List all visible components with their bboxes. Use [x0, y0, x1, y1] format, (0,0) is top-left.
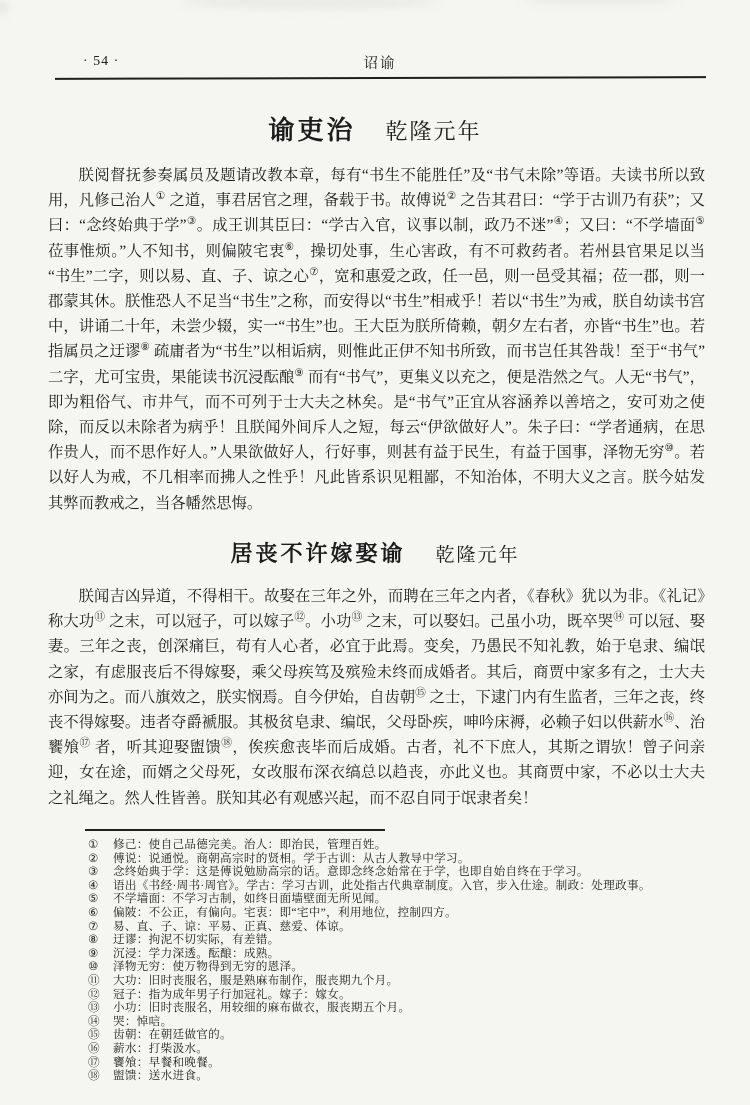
- section-title: 谕吏治: [268, 116, 356, 145]
- footnote-text: 修己：使自己品德完美。治人：即治民，管理百姓。: [113, 838, 387, 851]
- footnote-number: ②: [88, 851, 99, 865]
- footnote-text: 薪水：打柴汲水。: [113, 1041, 209, 1055]
- footnote-number: ⑭: [88, 1014, 100, 1028]
- paragraph: 朕闻吉凶异道，不得相干。故娶在三年之外，而聘在三年之内者，《春秋》犹以为非。《礼记》称大功⑪ 之末，可以冠子，可以嫁子⑫。小功⑬ 之末，可以娶妇。己虽小功，既卒哭⑭ 可以冠、娶妻。三年之丧，创深痛巨，苟有人心者，必宜于此焉。变矣，乃愚民不知礼教，始于皂隶、编氓之家，有虑服丧后不得嫁娶，乘父母疾笃及殡殓未终而成婚者。其后，商贾中家多有之，士大夫亦间为之。而八旗效之，朕实悯焉。自今伊始，自齿朝⑮ 之士，下逮门内有生监者，三年之丧，终丧不得嫁娶。违者夺爵褫服。其极贫皂隶、编氓，父母卧疾，呻吟床褥，必赖子妇以供薪水⑯、治饔飧⑰ 者，听其迎娶盥馈⑱，俟疾愈丧毕而后成婚。古者，礼不下庶人，其斯之谓欤！曾子问亲迎，女在途，而婿之父母死，女改服布深衣缟总以趋丧，亦此义也。其商贾中家，不必以士大夫之礼绳之。然人性皆善。朕知其必有观感兴起，而不忍自同于氓隶者矣！: [48, 588, 706, 807]
- footnote-text: 小功：旧时丧服名，用较细的麻布做衣，服丧期五个月。: [113, 1001, 411, 1015]
- footnote-ref: ⑤: [695, 215, 705, 228]
- footnote-ref: ⑰: [79, 737, 91, 750]
- footnote-item: [88, 1015, 706, 1029]
- footnote-ref: ⑱: [221, 737, 233, 750]
- footnote-number: ⑩: [88, 960, 99, 974]
- footnote-number: ⑨: [88, 946, 99, 960]
- footnote-number: ④: [88, 878, 99, 892]
- footnote-text: 泽物无穷：使万物得到无穷的恩泽。: [113, 960, 304, 974]
- footnote-ref: ⑬: [351, 611, 363, 624]
- footnote-ref: ①: [155, 190, 166, 203]
- footnote-number: ⑯: [88, 1041, 100, 1055]
- section-title-block: [0, 110, 750, 147]
- footnote-item: [88, 1056, 706, 1070]
- scan-noise: [520, 0, 680, 4]
- footnote-ref: ⑩: [664, 442, 675, 455]
- footnote-item: [88, 1042, 706, 1056]
- footnote-number: ①: [88, 838, 99, 851]
- footnote-text: 不学墙面：不学习古制，如终日面墙壁面无所见闻。: [113, 892, 387, 906]
- footnote-ref: ⑯: [663, 711, 675, 724]
- footnote-number: ③: [88, 865, 99, 879]
- paragraph: 朕阅督抚参奏属员及题请改教本章，每有“书生不能胜任”及“书气未除”等语。夫读书所以致用，凡修己治人① 之道，事君居官之理，备载于书。故傅说② 之告其君曰：“学于古训乃有获”；又曰：“念终始典于学”③。成王训其臣曰：“学古入官，议事以制，政乃不迷”④；又曰：“不学墙面⑤ 莅事惟烦。”人不知书，则偏陂宅衷⑥，操切处事，生心害政，有不可救药者。若州县官果足以当“书生”二字，则以易、直、子、谅之心⑦，宽和惠爱之政，任一邑，则一邑受其福；莅一郡，则一郡蒙其休。朕惟恐人不足当“书生”之称，而安得以“书生”相戒乎！若以“书生”为戒，朕自幼读书宫中，讲诵二十年，未尝少辍，实一“书生”也。王大臣为朕所倚赖，朝夕左右者，亦皆“书生”也。若指属员之迂谬⑧ 疏庸者为“书生”以相诟病，则惟此正伊不知书所致，而书岂任其咎哉！至于“书气”二字，尤可宝贵，果能读书沉浸酝酿⑨ 而有“书气”，更集义以充之，便是浩然之气。人无“书气”，即为粗俗气、市井气，而不可列于士大夫之林矣。是“书气”正宜从容涵养以善培之，安可劝之使除，而反以未除者为病乎！且朕闻外间斥人之短，每云“伊欲做好人”。朱子曰：“学者通病，在思作贵人，而不思作好人。”人果欲做好人，行好事，则甚有益于民生，有益于国事，泽物无穷⑩。若以好人为戒，不几相率而拂人之性乎！凡此皆系识见粗鄙，不知治体，不明大义之言。朕今姑发其弊而教戒之，当各幡然思悔。: [48, 167, 705, 512]
- page-number: · 54 ·: [83, 54, 120, 69]
- footnote-ref: ⑦: [309, 265, 319, 278]
- footnote-item: [88, 879, 706, 893]
- footnote-text: 偏陂：不公正，有偏向。宅衷：即“宅中”，利用地位，控制四方。: [113, 905, 457, 919]
- running-header-title: 诏谕: [363, 56, 397, 72]
- footnote-ref: ⑪: [94, 611, 106, 624]
- footnote-ref: ②: [446, 190, 457, 203]
- footnote-item: [88, 1069, 706, 1083]
- footnote-item: [88, 865, 706, 879]
- footnote-ref: ⑨: [294, 366, 305, 379]
- header-rule: [55, 76, 706, 80]
- footnote-text: 语出《书经·周书·周官》。学古：学习古训，此处指古代典章制度。入官，步入仕途。制政：处理政事。: [113, 878, 651, 892]
- footnote-item: [88, 838, 706, 852]
- footnote-item: [88, 947, 706, 961]
- footnote-ref: ⑥: [284, 240, 295, 253]
- section-date: 乾隆元年: [385, 119, 482, 144]
- footnote-item: [88, 906, 706, 920]
- footnote-item: [88, 933, 706, 947]
- footnote-ref: ⑧: [140, 341, 151, 354]
- footnote-item: [88, 960, 706, 974]
- footnote-text: 齿朝：在朝廷做官的。: [113, 1028, 232, 1042]
- footnote-item: [88, 988, 706, 1002]
- footnote-text: 盥馈：送水进食。: [113, 1069, 209, 1083]
- footnote-number: ⑦: [88, 919, 99, 933]
- footnote-number: ⑤: [88, 892, 99, 906]
- section-body: [48, 584, 705, 811]
- footnote-text: 冠子：指为成年男子行加冠礼。嫁子：嫁女。: [113, 987, 351, 1001]
- footnote-text: 迂谬：拘泥不切实际，有差错。: [113, 933, 280, 947]
- footnote-item: [88, 852, 706, 866]
- footnote-ref: ④: [553, 215, 564, 228]
- footnote-ref: ⑫: [294, 611, 306, 624]
- scan-noise: [0, 2, 8, 12]
- section-date: 乾隆元年: [435, 545, 520, 566]
- footnote-number: ⑬: [88, 1001, 100, 1015]
- footnote-item: [88, 1028, 706, 1042]
- footnotes-list: [88, 838, 706, 1083]
- footnote-number: ⑧: [88, 933, 99, 947]
- section-title: 居丧不许嫁娶谕: [230, 541, 406, 566]
- footnote-text: 念终始典于学：这是傅说勉励高宗的话。意即念终念始常在于学，也即自始自终在于学习。: [113, 865, 589, 879]
- footnote-text: 易、直、子、谅：平易、正真、慈爱、体谅。: [113, 919, 351, 933]
- footnote-number: ⑫: [88, 987, 100, 1001]
- footnote-number: ⑪: [88, 973, 100, 987]
- footnote-ref: ⑭: [613, 611, 625, 624]
- footnote-text: 傅说：说通悦。商朝高宗时的贤相。学于古训：从古人教导中学习。: [113, 851, 470, 865]
- scan-noise: [180, 0, 440, 8]
- footnote-item: [88, 974, 706, 988]
- footnote-number: ⑱: [88, 1069, 100, 1083]
- footnote-ref: ⑮: [415, 686, 426, 699]
- section-title-block: [0, 537, 750, 568]
- footnote-separator: [85, 829, 385, 831]
- page-header: [55, 52, 705, 72]
- footnote-item: [88, 892, 706, 906]
- footnote-number: ⑮: [88, 1028, 100, 1042]
- section-body: [48, 163, 705, 516]
- footnote-text: 饔飧：早餐和晚餐。: [113, 1055, 221, 1069]
- footnote-number: ⑥: [88, 905, 99, 919]
- footnote-text: 大功：旧时丧服名，服是熟麻布制作，服丧期九个月。: [113, 973, 399, 987]
- footnote-number: ⑰: [88, 1055, 100, 1069]
- footnote-text: 沉浸：学力深透。酝酿：成熟。: [113, 946, 280, 960]
- footnote-item: [88, 920, 706, 934]
- footnote-item: [88, 1001, 706, 1015]
- footnote-text: 哭：悼唁。: [113, 1014, 173, 1028]
- footnote-ref: ③: [186, 215, 197, 228]
